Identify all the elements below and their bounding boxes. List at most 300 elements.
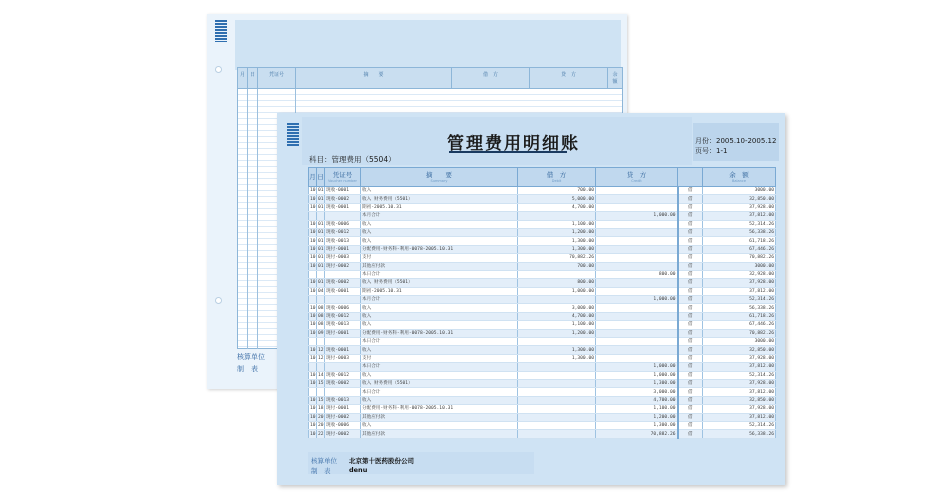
row-direction: 借 (678, 270, 703, 278)
row-debit (518, 388, 596, 396)
row-summary: 收入 (361, 304, 518, 312)
row-day: 14 (318, 372, 324, 378)
footer-maker-value: denu (349, 466, 368, 474)
row-summary: 收入 (361, 371, 518, 379)
row-voucher: 现付-0002 (325, 413, 361, 421)
period-box (693, 123, 779, 161)
table-row (309, 371, 776, 379)
row-month: 10 (310, 372, 316, 378)
table-row (309, 312, 776, 320)
row-voucher: 现收-0013 (325, 321, 361, 329)
row-month: 10 (310, 330, 316, 336)
row-direction: 借 (678, 363, 703, 371)
row-credit: 800.00 (596, 270, 678, 278)
row-direction: 借 (678, 413, 703, 421)
back-header-balance: 余 额 (612, 72, 623, 85)
row-debit (518, 405, 596, 413)
header-direction (678, 168, 703, 187)
row-debit (518, 371, 596, 379)
row-direction: 借 (678, 354, 703, 362)
row-summary: 分配费用-财务科-利用-0078-2005.10.31 (361, 329, 518, 337)
row-voucher: 现收-0001 (325, 287, 361, 295)
row-balance: 67,446.26 (703, 245, 776, 253)
table-row (309, 220, 776, 228)
row-direction: 借 (678, 262, 703, 270)
row-day: 04 (318, 288, 324, 294)
row-voucher: 现付-0003 (325, 254, 361, 262)
row-debit: 4,700.00 (518, 312, 596, 320)
row-voucher (325, 338, 361, 346)
row-balance: 32,850.00 (703, 396, 776, 404)
period-label: 月份：2005.10-2005.12 (695, 137, 777, 145)
row-credit (596, 187, 678, 195)
row-direction: 借 (678, 220, 703, 228)
row-month: 10 (310, 246, 316, 252)
row-credit (596, 254, 678, 262)
header-credit-en: Credit (631, 178, 642, 183)
row-balance: 56,338.26 (703, 430, 776, 438)
row-debit: 1,200.00 (518, 329, 596, 337)
row-summary: 收入 (361, 396, 518, 404)
table-row (309, 228, 776, 236)
row-credit (596, 245, 678, 253)
row-voucher (325, 270, 361, 278)
row-debit (518, 430, 596, 438)
row-day: 01 (318, 238, 324, 244)
row-voucher: 现收-0006 (325, 304, 361, 312)
row-day: 15 (318, 397, 324, 403)
row-direction: 借 (678, 388, 703, 396)
row-direction: 借 (678, 254, 703, 262)
row-debit: 1,100.00 (518, 220, 596, 228)
row-voucher: 现付-0001 (325, 329, 361, 337)
row-balance: 52,314.26 (703, 371, 776, 379)
row-balance: 56,338.26 (703, 228, 776, 236)
back-header-month: 月 (238, 68, 248, 88)
row-summary: 本日合计 (361, 270, 518, 278)
row-month: 10 (310, 221, 316, 227)
row-voucher: 现收-0012 (325, 371, 361, 379)
row-day: 20 (318, 414, 324, 420)
table-row (309, 187, 776, 195)
row-debit (518, 379, 596, 387)
row-summary: 收入 (361, 312, 518, 320)
row-voucher (325, 363, 361, 371)
back-header-debit: 借 方 (452, 68, 530, 88)
table-row (309, 338, 776, 346)
row-credit: 1,000.00 (596, 296, 678, 304)
row-summary: 其他应付款 (361, 430, 518, 438)
row-summary: 收入 (361, 187, 518, 195)
row-credit (596, 354, 678, 362)
row-day: 18 (318, 406, 324, 412)
table-row (309, 279, 776, 287)
row-day: 01 (318, 246, 324, 252)
row-debit: 800.00 (518, 279, 596, 287)
row-direction: 借 (678, 321, 703, 329)
table-row (309, 421, 776, 429)
row-balance: 37,928.00 (703, 354, 776, 362)
row-summary: 收入 (361, 220, 518, 228)
table-row (309, 195, 776, 203)
table-row (309, 262, 776, 270)
row-day (317, 363, 325, 371)
footer-unit-label: 核算单位 (311, 457, 337, 465)
table-row (309, 321, 776, 329)
row-credit (596, 338, 678, 346)
back-column-line (257, 89, 258, 349)
header-balance-en: Balance (732, 178, 746, 183)
header-voucher (325, 168, 361, 187)
row-balance: 56,338.26 (703, 304, 776, 312)
row-voucher: 现付-0001 (325, 405, 361, 413)
row-summary: 其他应付款 (361, 413, 518, 421)
header-summary (361, 168, 518, 187)
row-voucher: 现收-0001 (325, 346, 361, 354)
row-summary: 期初-2005.10.31 (361, 203, 518, 211)
row-direction: 借 (678, 203, 703, 211)
row-summary: 分配费用-财务科-利用-0078-2005.10.31 (361, 245, 518, 253)
row-direction: 借 (678, 304, 703, 312)
row-month: 10 (310, 280, 316, 286)
row-day: 08 (318, 314, 324, 320)
row-credit (596, 262, 678, 270)
row-debit: 1,200.00 (518, 228, 596, 236)
row-summary: 收入 (361, 237, 518, 245)
row-summary: 期初-2005.10.31 (361, 287, 518, 295)
table-row (309, 363, 776, 371)
row-debit: 700.00 (518, 187, 596, 195)
header-month: 月 (309, 168, 317, 187)
row-direction: 借 (678, 338, 703, 346)
row-debit: 1,100.00 (518, 321, 596, 329)
row-debit: 1,300.00 (518, 237, 596, 245)
row-month (309, 270, 317, 278)
page-number-label: 页号：1-1 (695, 147, 728, 155)
row-month: 10 (310, 255, 316, 261)
row-balance: 32,850.00 (703, 195, 776, 203)
row-debit: 1,300.00 (518, 245, 596, 253)
row-summary: 收入 财务费用（5501） (361, 195, 518, 203)
row-summary: 收入 (361, 321, 518, 329)
row-balance: 61,718.26 (703, 312, 776, 320)
row-voucher: 现收-0012 (325, 312, 361, 320)
row-direction: 借 (678, 312, 703, 320)
row-balance: 61,718.26 (703, 237, 776, 245)
row-balance: 37,928.00 (703, 379, 776, 387)
row-month: 10 (310, 305, 316, 311)
table-row (309, 304, 776, 312)
ledger-title: 管理费用明细账 (447, 134, 580, 154)
row-month (309, 338, 317, 346)
row-credit: 1,000.00 (596, 212, 678, 220)
table-row (309, 388, 776, 396)
row-voucher: 现收-0001 (325, 203, 361, 211)
table-header-row (309, 168, 776, 187)
row-direction: 借 (678, 228, 703, 236)
row-day: 01 (318, 188, 324, 194)
row-day (317, 296, 325, 304)
row-month (309, 212, 317, 220)
row-direction: 借 (678, 245, 703, 253)
front-ledger-sheet (277, 113, 785, 485)
table-row (309, 237, 776, 245)
row-credit (596, 203, 678, 211)
header-credit-text: 贷 方 (626, 170, 647, 179)
row-credit (596, 321, 678, 329)
row-direction: 借 (678, 405, 703, 413)
row-debit: 70,882.26 (518, 254, 596, 262)
row-day (317, 388, 325, 396)
back-table-header (237, 67, 623, 89)
row-balance: 52,314.26 (703, 421, 776, 429)
row-direction: 借 (678, 279, 703, 287)
row-voucher (325, 212, 361, 220)
row-day (317, 212, 325, 220)
row-month (309, 388, 317, 396)
row-summary: 收入 财务费用（5501） (361, 379, 518, 387)
row-month: 10 (310, 406, 316, 412)
row-day: 20 (318, 423, 324, 429)
row-credit (596, 237, 678, 245)
row-month: 10 (310, 423, 316, 429)
footer-maker-label: 制 表 (311, 467, 331, 475)
row-summary: 本日合计 (361, 388, 518, 396)
row-voucher: 现收-0002 (325, 379, 361, 387)
back-footer-unit-label: 核算单位 (237, 353, 265, 361)
row-balance: 37,928.00 (703, 405, 776, 413)
row-month: 10 (310, 288, 316, 294)
row-debit (518, 338, 596, 346)
row-balance: 32,928.00 (703, 270, 776, 278)
table-row (309, 329, 776, 337)
row-balance: 37,812.00 (703, 287, 776, 295)
header-voucher-text: 凭证号 (332, 170, 353, 179)
row-day: 22 (318, 431, 324, 437)
row-voucher: 现收-0006 (325, 220, 361, 228)
header-voucher-en: Voucher number (328, 178, 357, 183)
table-row (309, 203, 776, 211)
row-voucher: 现收-0006 (325, 421, 361, 429)
row-summary: 本月合计 (361, 296, 518, 304)
front-footer (308, 452, 534, 474)
row-direction: 借 (678, 430, 703, 438)
row-credit: 3,000.00 (596, 388, 678, 396)
row-credit (596, 287, 678, 295)
back-footer-maker-label: 制 表 (237, 365, 258, 373)
header-debit-en: Debit (551, 178, 562, 183)
table-row (309, 405, 776, 413)
header-debit (518, 168, 596, 187)
row-debit (518, 270, 596, 278)
footer-unit-value: 北京第十医药股份公司 (349, 457, 414, 465)
row-summary: 本日合计 (361, 363, 518, 371)
row-direction: 借 (678, 371, 703, 379)
back-header-summary: 摘 要 (296, 68, 452, 88)
row-voucher: 现付-0001 (325, 245, 361, 253)
ledger-table (308, 167, 776, 439)
row-balance: 52,314.26 (703, 220, 776, 228)
row-voucher: 现付-0003 (325, 354, 361, 362)
header-credit (596, 168, 678, 187)
row-month: 10 (310, 196, 316, 202)
header-debit-text: 借 方 (546, 170, 567, 179)
row-direction: 借 (678, 287, 703, 295)
row-debit (518, 296, 596, 304)
row-debit: 1,300.00 (518, 354, 596, 362)
row-credit (596, 220, 678, 228)
row-balance: 37,812.00 (703, 388, 776, 396)
row-summary: 收入 (361, 228, 518, 236)
title-underline (449, 151, 567, 153)
row-day: 08 (318, 305, 324, 311)
row-month: 10 (310, 381, 316, 387)
row-voucher: 现收-0002 (325, 279, 361, 287)
row-balance: 67,446.26 (703, 321, 776, 329)
row-month: 10 (310, 204, 316, 210)
header-balance (703, 168, 776, 187)
row-summary: 收入 (361, 346, 518, 354)
table-row (309, 379, 776, 387)
row-direction: 借 (678, 396, 703, 404)
table-row (309, 413, 776, 421)
row-voucher: 现收-0001 (325, 187, 361, 195)
row-credit: 1,300.00 (596, 421, 678, 429)
row-debit: 3,000.00 (518, 304, 596, 312)
back-header-voucher: 凭证号 (258, 68, 296, 88)
row-day: 01 (318, 204, 324, 210)
row-summary: 支付 (361, 354, 518, 362)
row-day: 01 (318, 255, 324, 261)
row-summary: 本月合计 (361, 212, 518, 220)
row-month: 10 (310, 356, 316, 361)
row-day: 15 (318, 381, 324, 387)
row-voucher: 现收-0012 (325, 228, 361, 236)
header-balance-text: 余 额 (729, 170, 749, 179)
row-balance: 32,850.00 (703, 346, 776, 354)
row-debit (518, 396, 596, 404)
row-credit: 4,700.00 (596, 396, 678, 404)
row-balance: 37,928.00 (703, 279, 776, 287)
row-debit: 4,700.00 (518, 203, 596, 211)
row-credit: 1,200.00 (596, 413, 678, 421)
row-balance: 52,314.26 (703, 296, 776, 304)
row-credit: 1,000.00 (596, 363, 678, 371)
row-balance: 37,928.00 (703, 203, 776, 211)
table-row (309, 287, 776, 295)
row-day: 01 (318, 263, 324, 269)
row-day: 01 (318, 221, 324, 227)
row-month: 10 (310, 314, 316, 320)
table-row (309, 396, 776, 404)
row-voucher (325, 388, 361, 396)
row-balance: 37,812.00 (703, 212, 776, 220)
row-day: 12 (318, 356, 324, 361)
back-column-line (247, 89, 248, 349)
row-day: 01 (318, 196, 324, 202)
row-summary: 收入 财务费用（5501） (361, 279, 518, 287)
row-debit: 700.00 (518, 262, 596, 270)
table-row (309, 430, 776, 438)
row-credit (596, 279, 678, 287)
binding-hole-icon (215, 297, 222, 304)
header-summary-en: Summary (430, 178, 448, 183)
row-summary: 支付 (361, 254, 518, 262)
row-debit: 5,000.00 (518, 195, 596, 203)
row-direction: 借 (678, 212, 703, 220)
row-credit: 1,000.00 (596, 371, 678, 379)
back-header-day: 日 (248, 68, 258, 88)
row-month: 10 (310, 347, 316, 353)
row-day: 01 (318, 280, 324, 286)
row-day (317, 338, 325, 346)
row-month (309, 296, 317, 304)
row-day: 09 (318, 330, 324, 336)
row-direction: 借 (678, 187, 703, 195)
row-direction: 借 (678, 237, 703, 245)
binding-hole-icon (215, 66, 222, 73)
row-month: 10 (310, 263, 316, 269)
barcode-icon (215, 20, 227, 42)
row-credit: 70,882.26 (596, 430, 678, 438)
row-direction: 借 (678, 421, 703, 429)
row-summary: 分配费用-财务科-利用-0078-2005.10.31 (361, 405, 518, 413)
row-debit (518, 212, 596, 220)
table-row (309, 270, 776, 278)
row-balance: 3000.00 (703, 338, 776, 346)
row-month: 10 (310, 230, 316, 236)
table-row (309, 245, 776, 253)
row-voucher (325, 296, 361, 304)
table-row (309, 296, 776, 304)
row-month: 10 (310, 238, 316, 244)
row-summary: 本日合计 (361, 338, 518, 346)
row-balance: 37,812.00 (703, 413, 776, 421)
row-balance: 37,812.00 (703, 363, 776, 371)
row-debit (518, 363, 596, 371)
row-balance: 3000.00 (703, 187, 776, 195)
table-row (309, 254, 776, 262)
row-voucher: 现收-0013 (325, 237, 361, 245)
row-voucher: 现收-0002 (325, 195, 361, 203)
row-balance: 70,882.26 (703, 329, 776, 337)
row-day (317, 270, 325, 278)
row-voucher: 现付-0002 (325, 430, 361, 438)
row-direction: 借 (678, 329, 703, 337)
row-direction: 借 (678, 195, 703, 203)
row-day: 08 (318, 322, 324, 328)
header-summary-text: 摘 要 (426, 170, 452, 179)
row-credit (596, 312, 678, 320)
back-header-band (235, 20, 621, 70)
row-balance: 70,882.26 (703, 254, 776, 262)
row-voucher: 现收-0013 (325, 396, 361, 404)
row-credit (596, 304, 678, 312)
row-direction: 借 (678, 379, 703, 387)
row-month: 10 (310, 188, 316, 194)
row-credit (596, 195, 678, 203)
row-month: 10 (310, 397, 316, 403)
table-row (309, 212, 776, 220)
subject-label: 科目：管理费用（5504） (309, 155, 396, 164)
row-credit: 1,300.00 (596, 379, 678, 387)
table-row (309, 346, 776, 354)
row-summary: 收入 (361, 421, 518, 429)
row-debit (518, 421, 596, 429)
row-credit (596, 346, 678, 354)
row-balance: 3000.00 (703, 262, 776, 270)
row-month: 10 (310, 431, 316, 437)
